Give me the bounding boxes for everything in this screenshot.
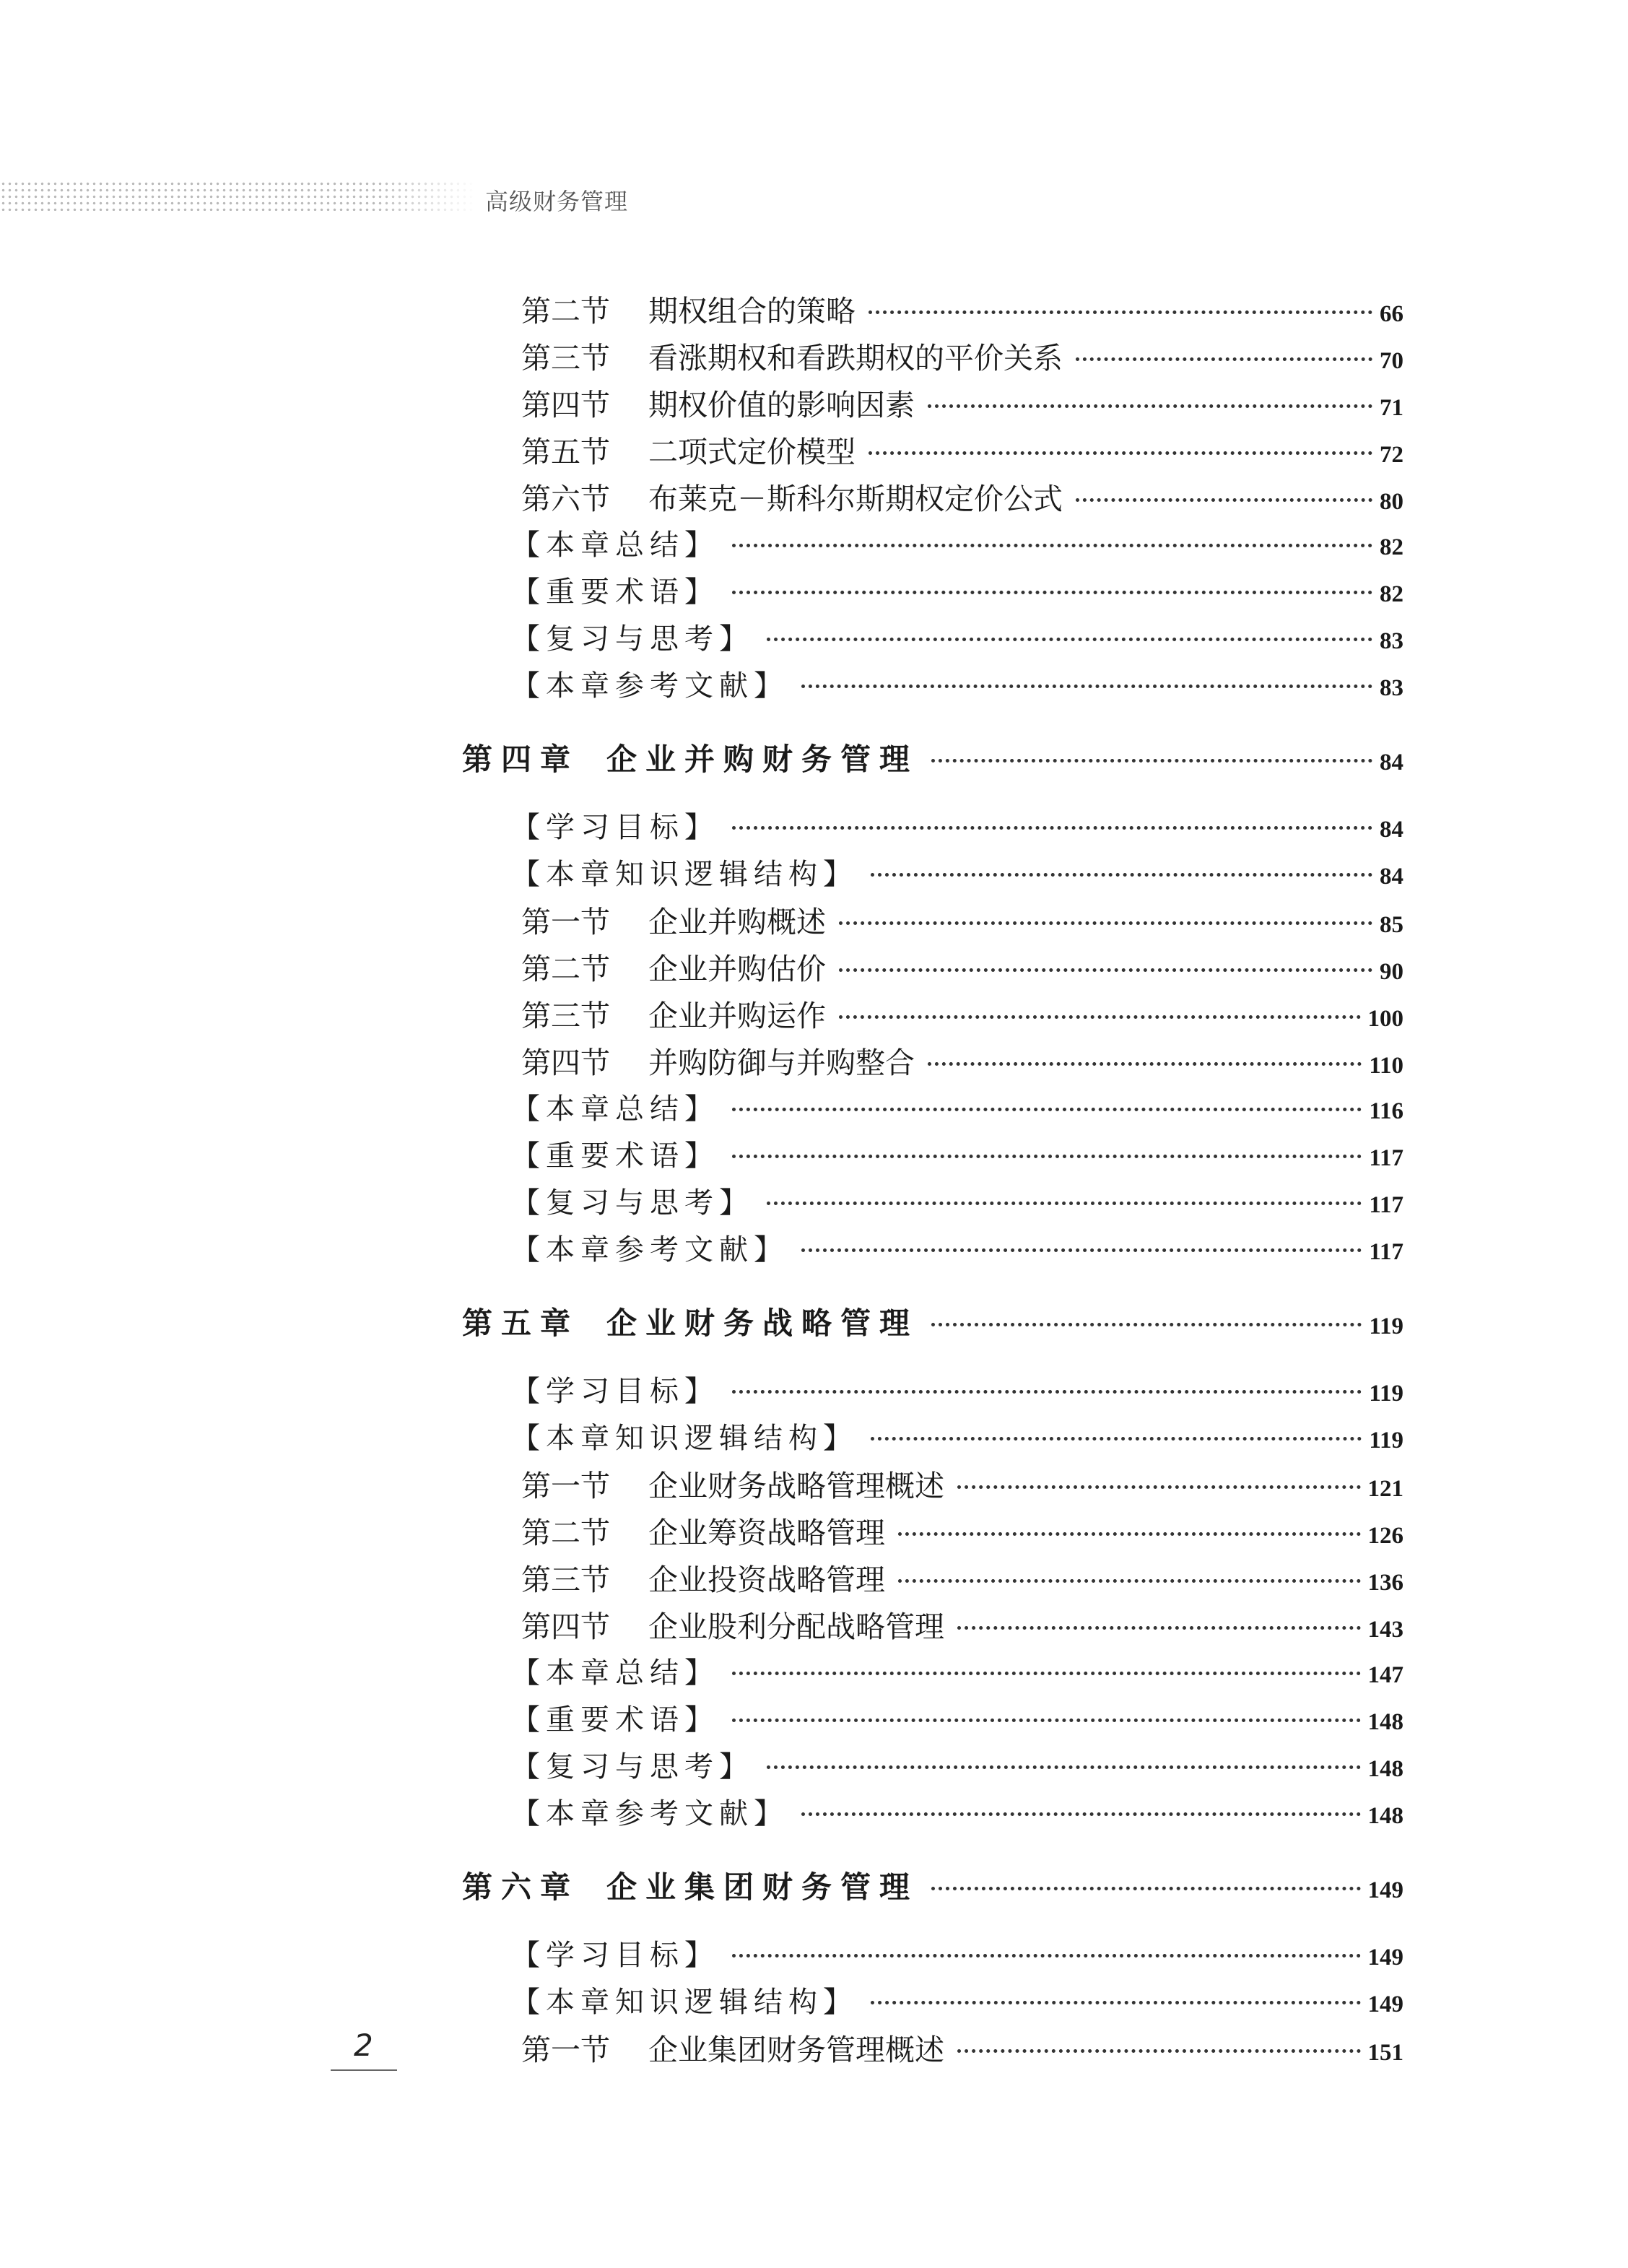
dot-leader: [732, 1672, 1361, 1675]
dot-leader: [928, 404, 1372, 408]
toc-page-number: 117: [1369, 1145, 1403, 1171]
toc-page-number: 90: [1380, 959, 1403, 985]
toc-page-number: 151: [1367, 2040, 1403, 2066]
toc-bracket-row: [511, 1932, 1403, 1973]
section-title: 【重要术语】: [511, 1703, 719, 1737]
toc-label: [511, 616, 754, 657]
toc-bracket-row: [511, 1368, 1403, 1409]
section-title: 布莱克－斯科尔斯期权定价公式: [648, 482, 1063, 516]
dot-leader: [801, 1812, 1361, 1816]
toc-page-number: 119: [1369, 1381, 1403, 1407]
toc-page-number: 149: [1367, 1877, 1403, 1903]
page-number: 2: [354, 2028, 373, 2063]
toc-section-row: [521, 992, 1403, 1035]
toc-page-number: 148: [1367, 1709, 1403, 1735]
toc-section-row: [521, 898, 1403, 941]
section-number: 第三节: [521, 1563, 610, 1597]
dot-leader: [767, 1765, 1361, 1769]
toc-page-number: 126: [1367, 1523, 1403, 1549]
section-title: 【复习与思考】: [511, 1750, 754, 1783]
section-title: 【本章参考文献】: [511, 1233, 788, 1266]
toc-bracket-row: [511, 1227, 1403, 1268]
section-title: 【本章总结】: [511, 1656, 719, 1690]
toc-chapter-row: [462, 736, 1403, 779]
section-title: 期权价值的影响因素: [648, 388, 915, 422]
section-number: 第一节: [521, 2033, 610, 2067]
toc-bracket-row: [511, 1180, 1403, 1221]
toc-label: [511, 1697, 719, 1738]
toc-page-number: 84: [1380, 750, 1403, 775]
header-band-fade: [375, 181, 476, 211]
toc-chapter-row: [462, 1864, 1403, 1907]
dot-leader: [898, 1532, 1361, 1536]
section-title: 【学习目标】: [511, 811, 719, 844]
section-number: 第二节: [521, 1516, 610, 1550]
toc-label: [511, 851, 858, 892]
dot-leader: [801, 1248, 1362, 1252]
toc-section-row: [521, 475, 1403, 518]
dot-leader: [869, 310, 1372, 314]
toc-bracket-row: [511, 1791, 1403, 1832]
section-title: 【本章知识逻辑结构】: [511, 1422, 858, 1455]
section-title: 【本章知识逻辑结构】: [511, 858, 858, 891]
toc-label: [521, 1556, 885, 1599]
toc-chapter-row: [462, 1300, 1403, 1343]
dot-leader: [732, 1954, 1361, 1958]
dot-leader: [801, 685, 1372, 688]
toc-section-row: [521, 2026, 1403, 2069]
toc-label: [521, 992, 826, 1035]
dot-leader: [767, 1202, 1362, 1205]
dot-leader: [931, 1323, 1362, 1326]
section-number: 第四节: [521, 1609, 610, 1644]
toc-label: [511, 1368, 719, 1409]
dot-leader: [871, 2001, 1361, 2004]
toc-bracket-row: [511, 1650, 1403, 1691]
toc-label: [521, 898, 826, 941]
toc-page-number: 149: [1367, 1945, 1403, 1971]
dot-leader: [957, 2049, 1361, 2053]
toc-label: [511, 804, 719, 846]
dot-leader: [957, 1626, 1361, 1630]
toc-page-number: 84: [1380, 864, 1403, 890]
toc-page-number: 72: [1380, 442, 1403, 468]
toc-page-number: 71: [1380, 395, 1403, 421]
toc-label: [511, 522, 719, 563]
section-number: 第四节: [521, 388, 610, 422]
toc-label: [521, 1509, 885, 1552]
dot-leader: [898, 1579, 1361, 1583]
section-title: 看涨期权和看跌期权的平价关系: [648, 341, 1063, 375]
toc-page-number: 83: [1380, 628, 1403, 654]
section-title: 期权组合的策略: [648, 294, 856, 329]
section-title: 【学习目标】: [511, 1939, 719, 1972]
toc-bracket-row: [511, 663, 1403, 704]
toc-label: [521, 287, 856, 330]
toc-page-number: 117: [1369, 1192, 1403, 1218]
toc-page-number: 149: [1367, 1991, 1403, 2017]
section-title: 企业投资战略管理: [648, 1563, 885, 1597]
toc-bracket-row: [511, 1086, 1403, 1127]
dot-leader: [732, 1390, 1362, 1394]
toc-label: [521, 381, 915, 424]
toc-section-row: [521, 1039, 1403, 1082]
toc-label: [511, 1744, 754, 1785]
toc-page-number: 100: [1367, 1006, 1403, 1032]
toc-page-number: 82: [1380, 534, 1403, 560]
chapter-title: 企业并购财务管理: [606, 742, 919, 777]
dot-leader: [1076, 357, 1372, 361]
toc-page-number: 148: [1367, 1756, 1403, 1782]
toc-page-number: 119: [1369, 1313, 1403, 1339]
section-number: 第二节: [521, 952, 610, 986]
toc-label: [521, 1603, 944, 1646]
dot-leader: [767, 638, 1372, 641]
section-title: 并购防御与并购整合: [648, 1046, 915, 1080]
toc-section-row: [521, 1462, 1403, 1505]
toc-label: [511, 1180, 754, 1221]
toc-bracket-row: [511, 851, 1403, 892]
section-number: 第六节: [521, 482, 610, 516]
section-title: 【重要术语】: [511, 575, 719, 609]
dot-leader: [931, 759, 1372, 762]
toc-bracket-row: [511, 1697, 1403, 1738]
toc-label: [521, 1039, 915, 1082]
dot-leader: [869, 451, 1372, 455]
toc-label: [521, 334, 1063, 377]
dot-leader: [732, 1155, 1362, 1158]
section-title: 企业财务战略管理概述: [648, 1469, 944, 1503]
toc-bracket-row: [511, 616, 1403, 657]
section-number: 第五节: [521, 435, 610, 469]
toc-page-number: 110: [1369, 1053, 1403, 1079]
toc-bracket-row: [511, 522, 1403, 563]
section-number: 第一节: [521, 905, 610, 939]
toc-page-number: 119: [1369, 1428, 1403, 1454]
chapter-title: 企业财务战略管理: [606, 1305, 919, 1341]
toc-page-number: 80: [1380, 489, 1403, 515]
section-title: 【学习目标】: [511, 1375, 719, 1408]
toc-section-row: [521, 1603, 1403, 1646]
toc-label: [511, 569, 719, 610]
toc-label: [511, 1979, 858, 2020]
toc-page-number: 143: [1367, 1617, 1403, 1643]
toc-label: [511, 1932, 719, 1973]
toc-label: [521, 1462, 944, 1505]
section-number: 第四节: [521, 1046, 610, 1080]
section-title: 【复习与思考】: [511, 622, 754, 656]
toc-page-number: 82: [1380, 581, 1403, 607]
toc-section-row: [521, 1509, 1403, 1552]
toc-label: [511, 1791, 788, 1832]
section-title: 企业集团财务管理概述: [648, 2033, 944, 2067]
section-title: 【复习与思考】: [511, 1186, 754, 1220]
toc-page-number: 116: [1369, 1098, 1403, 1124]
toc-label: [511, 1133, 719, 1174]
toc-label: [462, 1300, 918, 1343]
section-number: 第三节: [521, 341, 610, 375]
dot-leader: [839, 968, 1372, 972]
section-title: 企业股利分配战略管理: [648, 1609, 944, 1644]
section-title: 企业并购估价: [648, 952, 826, 986]
section-title: 企业筹资战略管理: [648, 1516, 885, 1550]
toc-page-number: 136: [1367, 1570, 1403, 1596]
dot-leader: [732, 1719, 1361, 1722]
toc-page-number: 70: [1380, 348, 1403, 374]
chapter-number: 第四章: [462, 742, 580, 777]
dot-leader: [957, 1485, 1361, 1489]
toc-page-number: 85: [1380, 912, 1403, 938]
toc-bracket-row: [511, 1415, 1403, 1456]
toc-section-row: [521, 381, 1403, 424]
dot-leader: [839, 1015, 1361, 1019]
section-number: 第二节: [521, 294, 610, 329]
section-title: 二项式定价模型: [648, 435, 856, 469]
dot-leader: [732, 591, 1372, 594]
toc-label: [462, 1864, 918, 1907]
section-title: 企业并购概述: [648, 905, 826, 939]
toc-page-number: 121: [1367, 1476, 1403, 1502]
dot-leader: [839, 921, 1372, 925]
running-header-title: 高级财务管理: [485, 188, 629, 215]
section-title: 【重要术语】: [511, 1139, 719, 1173]
toc-label: [511, 1086, 719, 1127]
toc-page-number: 84: [1380, 817, 1403, 843]
toc-label: [521, 428, 856, 471]
chapter-title: 企业集团财务管理: [606, 1869, 919, 1905]
toc-section-row: [521, 1556, 1403, 1599]
dot-leader: [732, 826, 1372, 830]
toc-bracket-row: [511, 569, 1403, 610]
page-number-underline: [331, 2069, 397, 2071]
dot-leader: [871, 873, 1372, 877]
toc-bracket-row: [511, 1744, 1403, 1785]
dot-leader: [732, 1108, 1362, 1111]
toc-section-row: [521, 287, 1403, 330]
toc-page-number: 66: [1380, 301, 1403, 327]
toc-label: [511, 1650, 719, 1691]
section-title: 【本章参考文献】: [511, 1797, 788, 1830]
chapter-number: 第六章: [462, 1869, 580, 1905]
section-title: 企业并购运作: [648, 999, 826, 1033]
toc-page-number: 83: [1380, 675, 1403, 701]
section-title: 【本章总结】: [511, 529, 719, 562]
toc-bracket-row: [511, 1133, 1403, 1174]
dot-leader: [1076, 498, 1372, 502]
section-title: 【本章知识逻辑结构】: [511, 1986, 858, 2019]
toc-label: [511, 663, 788, 704]
section-number: 第三节: [521, 999, 610, 1033]
toc-label: [521, 2026, 944, 2069]
dot-leader: [931, 1887, 1360, 1890]
toc-page-number: 117: [1369, 1239, 1403, 1265]
toc-label: [462, 736, 918, 779]
section-number: 第一节: [521, 1469, 610, 1503]
toc-label: [511, 1415, 858, 1456]
section-title: 【本章总结】: [511, 1092, 719, 1126]
toc-section-row: [521, 334, 1403, 377]
toc-page-number: 148: [1367, 1803, 1403, 1829]
section-title: 【本章参考文献】: [511, 669, 788, 703]
chapter-number: 第五章: [462, 1305, 580, 1341]
toc-label: [521, 945, 826, 988]
toc-section-row: [521, 428, 1403, 471]
toc-label: [521, 475, 1063, 518]
toc-section-row: [521, 945, 1403, 988]
dot-leader: [871, 1437, 1362, 1441]
toc-bracket-row: [511, 1979, 1403, 2020]
toc-label: [511, 1227, 788, 1268]
toc-page-number: 147: [1367, 1662, 1403, 1688]
dot-leader: [732, 544, 1372, 547]
toc-bracket-row: [511, 804, 1403, 846]
dot-leader: [928, 1062, 1362, 1066]
